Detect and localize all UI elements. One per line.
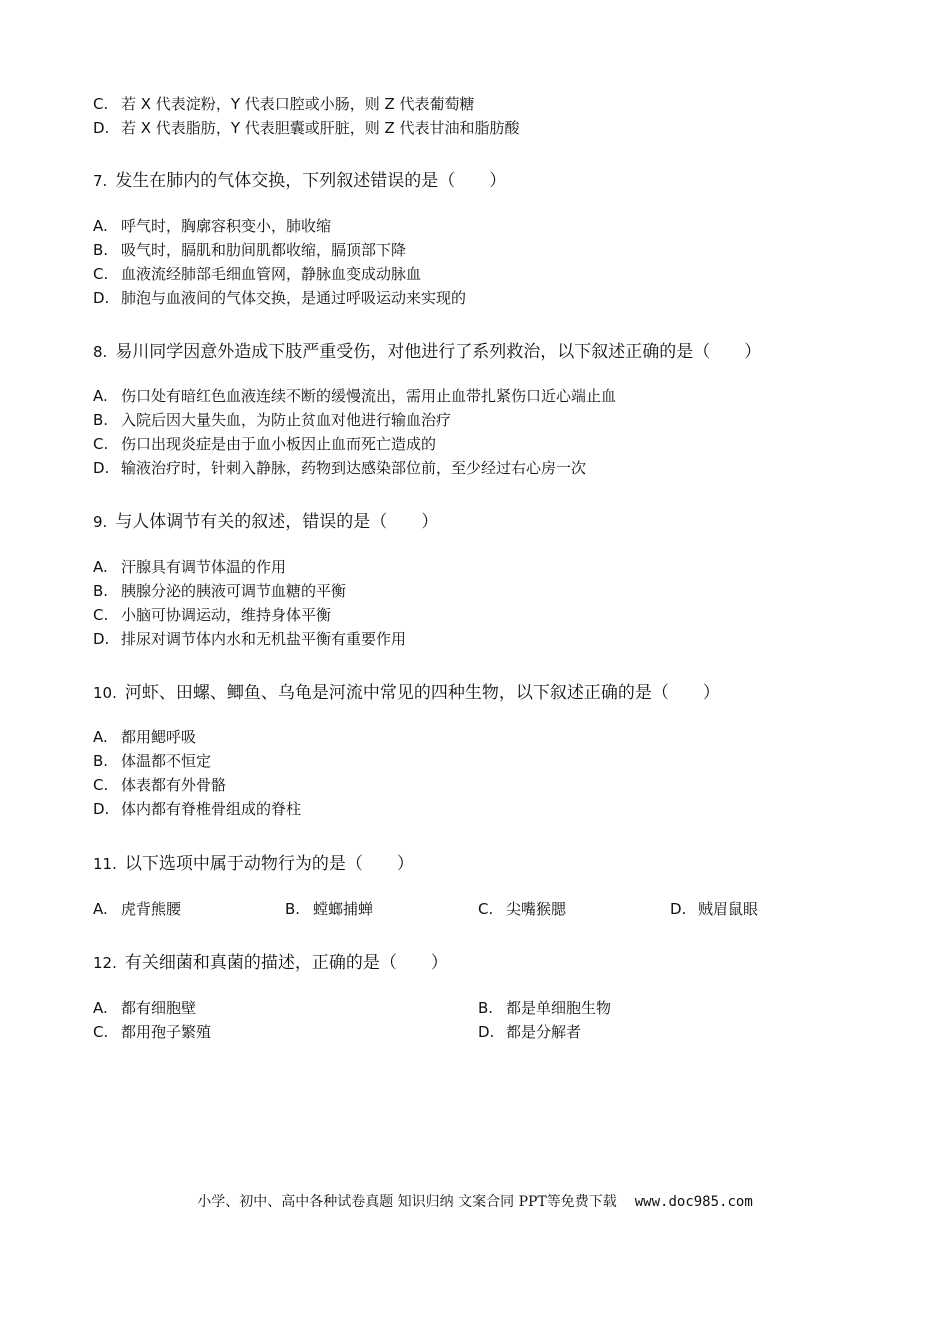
- q12-stem: [93, 952, 448, 974]
- option-text: 体表都有外骨骼: [121, 776, 227, 794]
- option-letter: D.: [93, 630, 110, 648]
- option-letter: D.: [93, 119, 110, 137]
- q11-option-a: [93, 899, 181, 919]
- option-text: 排尿对调节体内水和无机盐平衡有重要作用: [121, 630, 407, 648]
- option-text: 血液流经肺部毛细血管网，静脉血变成动脉血: [121, 265, 422, 283]
- q11-option-c: [478, 899, 566, 919]
- option-text: 都有细胞壁: [121, 999, 197, 1017]
- question-text: 易川同学因意外造成下肢严重受伤，对他进行了系列救治，以下叙述正确的是（ ）: [115, 342, 762, 362]
- option-text: 小脑可协调运动，维持身体平衡: [121, 606, 332, 624]
- q11-option-b: [285, 899, 373, 919]
- q10-stem: [93, 682, 720, 704]
- option-text: 吸气时，膈肌和肋间肌都收缩，膈顶部下降: [121, 241, 407, 259]
- option-letter: C.: [478, 900, 494, 918]
- question-text: 发生在肺内的气体交换，下列叙述错误的是（ ）: [115, 171, 507, 191]
- q9-option-c: [93, 605, 331, 625]
- option-letter: A.: [93, 900, 108, 918]
- option-letter: C.: [93, 435, 109, 453]
- option-text: 都用鳃呼吸: [121, 728, 197, 746]
- option-letter: D.: [670, 900, 687, 918]
- q7-option-b: [93, 240, 406, 260]
- option-text: 都是分解者: [506, 1023, 582, 1041]
- option-text: 贼眉鼠眼: [698, 900, 759, 918]
- option-letter: A.: [93, 999, 108, 1017]
- question-number: 12.: [93, 954, 117, 972]
- option-letter: C.: [93, 265, 109, 283]
- question-number: 9.: [93, 513, 108, 531]
- q7-option-c: [93, 264, 421, 284]
- option-text: 入院后因大量失血，为防止贫血对他进行输血治疗: [121, 411, 452, 429]
- option-letter: B.: [478, 999, 494, 1017]
- option-letter: B.: [93, 752, 109, 770]
- q9-option-d: [93, 629, 406, 649]
- q12-option-b: [478, 998, 611, 1018]
- option-text: 虎背熊腰: [121, 900, 182, 918]
- q7-stem: [93, 170, 506, 192]
- question-text: 有关细菌和真菌的描述，正确的是（ ）: [124, 953, 448, 973]
- q8-option-c: [93, 434, 436, 454]
- q9-option-a: [93, 557, 286, 577]
- option-text: 螳螂捕蝉: [313, 900, 374, 918]
- option-letter: D.: [93, 459, 110, 477]
- q6-option-c: [93, 94, 475, 114]
- question-number: 7.: [93, 172, 108, 190]
- option-letter: B.: [285, 900, 301, 918]
- q8-option-d: [93, 458, 586, 478]
- q12-option-d: [478, 1022, 581, 1042]
- q10-option-c: [93, 775, 226, 795]
- option-letter: D.: [478, 1023, 495, 1041]
- question-text: 以下选项中属于动物行为的是（ ）: [124, 854, 414, 874]
- q11-stem: [93, 853, 414, 875]
- q7-option-d: [93, 288, 466, 308]
- q10-option-d: [93, 799, 301, 819]
- option-text: 都用孢子繁殖: [121, 1023, 212, 1041]
- option-letter: A.: [93, 728, 108, 746]
- option-letter: C.: [93, 1023, 109, 1041]
- q9-stem: [93, 511, 438, 533]
- option-letter: C.: [93, 776, 109, 794]
- q11-option-d: [670, 899, 758, 919]
- q6-option-d: [93, 118, 520, 138]
- q8-option-a: [93, 386, 616, 406]
- q10-option-a: [93, 727, 196, 747]
- page-footer: [0, 1192, 950, 1212]
- option-text: 呼气时，胸廓容积变小，肺收缩: [121, 217, 332, 235]
- option-text: 尖嘴猴腮: [506, 900, 567, 918]
- question-text: 河虾、田螺、鲫鱼、乌龟是河流中常见的四种生物，以下叙述正确的是（ ）: [124, 683, 720, 703]
- footer-url-link[interactable]: www.doc985.com: [634, 1194, 753, 1210]
- option-letter: B.: [93, 582, 109, 600]
- option-letter: A.: [93, 387, 108, 405]
- option-text: 体温都不恒定: [121, 752, 212, 770]
- option-text: 若 X 代表脂肪，Y 代表胆囊或肝脏，则 Z 代表甘油和脂肪酸: [121, 119, 520, 137]
- option-text: 伤口处有暗红色血液连续不断的缓慢流出，需用止血带扎紧伤口近心端止血: [121, 387, 617, 405]
- q12-option-c: [93, 1022, 211, 1042]
- option-text: 若 X 代表淀粉，Y 代表口腔或小肠，则 Z 代表葡萄糖: [121, 95, 475, 113]
- option-letter: A.: [93, 558, 108, 576]
- option-letter: C.: [93, 606, 109, 624]
- option-text: 汗腺具有调节体温的作用: [121, 558, 287, 576]
- q8-option-b: [93, 410, 451, 430]
- option-letter: D.: [93, 800, 110, 818]
- question-number: 11.: [93, 855, 117, 873]
- question-number: 10.: [93, 684, 117, 702]
- option-text: 胰腺分泌的胰液可调节血糖的平衡: [121, 582, 347, 600]
- q12-option-a: [93, 998, 196, 1018]
- q9-option-b: [93, 581, 346, 601]
- q7-option-a: [93, 216, 331, 236]
- question-number: 8.: [93, 343, 108, 361]
- option-letter: B.: [93, 241, 109, 259]
- question-text: 与人体调节有关的叙述，错误的是（ ）: [115, 512, 439, 532]
- footer-text: 小学、初中、高中各种试卷真题 知识归纳 文案合同 PPT等免费下载: [197, 1194, 617, 1210]
- option-letter: C.: [93, 95, 109, 113]
- option-text: 都是单细胞生物: [506, 999, 612, 1017]
- option-letter: A.: [93, 217, 108, 235]
- option-text: 伤口出现炎症是由于血小板因止血而死亡造成的: [121, 435, 437, 453]
- q8-stem: [93, 341, 761, 363]
- q10-option-b: [93, 751, 211, 771]
- option-text: 肺泡与血液间的气体交换，是通过呼吸运动来实现的: [121, 289, 467, 307]
- option-letter: D.: [93, 289, 110, 307]
- option-text: 体内都有脊椎骨组成的脊柱: [121, 800, 302, 818]
- option-letter: B.: [93, 411, 109, 429]
- option-text: 输液治疗时，针刺入静脉，药物到达感染部位前，至少经过右心房一次: [121, 459, 587, 477]
